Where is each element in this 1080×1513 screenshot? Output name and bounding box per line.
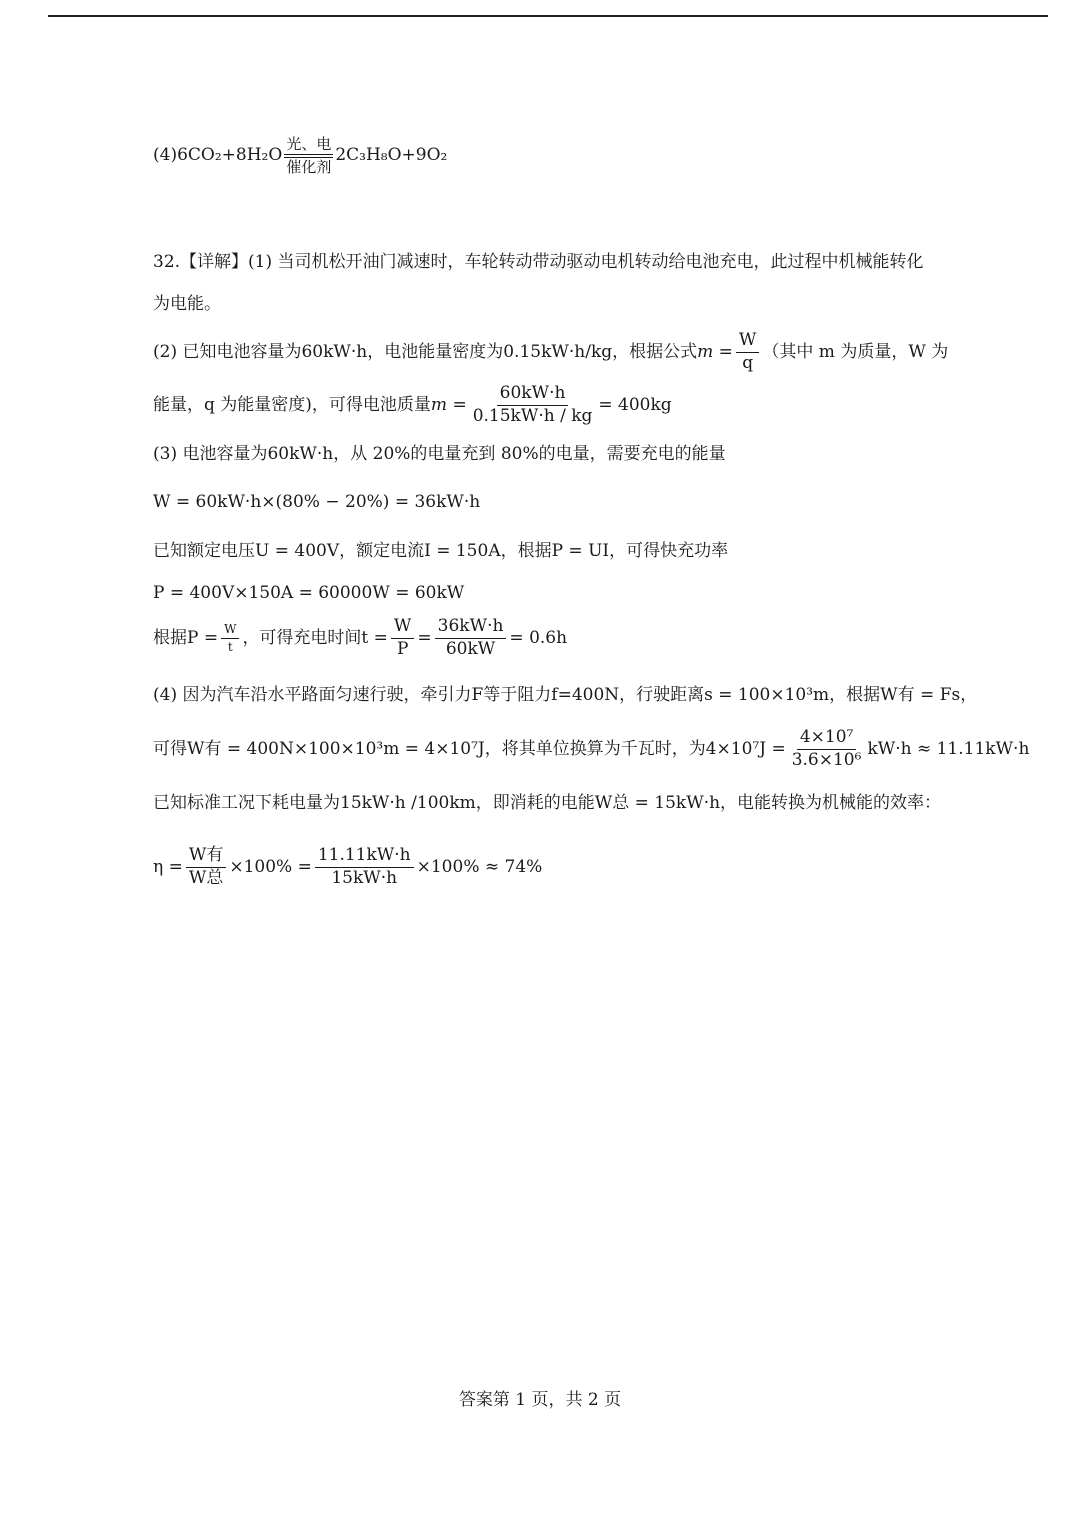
conversion-fraction: [789, 729, 865, 770]
efficiency-fraction-symbolic: [186, 847, 226, 888]
time-fraction: [391, 618, 414, 659]
part2-text: 能量，q 为能量密度)，可得电池质量: [153, 394, 431, 415]
fraction-denominator: 15kW·h: [331, 867, 398, 888]
part4-line-1: (4) 因为汽车沿水平路面匀速行驶，牵引力F等于阻力f=400N，行驶距离s = 100×10³m，根据W有 = Fs，: [153, 685, 978, 705]
work-text: 可得W有 = 400N×100×10³m = 4×10⁷J，将其单位换算为千瓦时，为4×10⁷J =: [153, 738, 786, 759]
eta-symbol: η =: [153, 856, 183, 877]
equals-sign: =: [417, 627, 432, 648]
fraction-numerator: 4×10⁷: [797, 729, 857, 750]
eq-label: (4): [153, 145, 178, 165]
part2-note: （其中 m 为质量，W 为: [762, 341, 949, 362]
time-text: ，可得充电时间t =: [242, 627, 388, 648]
top-rule: [48, 15, 1048, 17]
reaction-condition-below: 催化剂: [286, 157, 332, 176]
efficiency-formula: [153, 847, 542, 888]
time-result: = 0.6h: [509, 627, 568, 648]
chemical-equation: [153, 136, 447, 175]
q32-line-1: 32.【详解】(1) 当司机松开油门减速时，车轮转动带动驱动电机转动给电池充电，此过程中机械能转化: [153, 252, 924, 272]
time-value-fraction: [435, 618, 507, 659]
eq-products: 2C₃H₈O+9O₂: [335, 145, 448, 165]
reaction-arrow: [284, 136, 333, 175]
mass-result: = 400kg: [598, 394, 672, 415]
part4-line-2: [153, 729, 1029, 770]
part3-time-formula: [153, 618, 567, 659]
part4-line-3: 已知标准工况下耗电量为15kW·h /100km，即消耗的电能W总 = 15kW·h，电能转换为机械能的效率：: [153, 793, 942, 813]
fraction-numerator: 11.11kW·h: [315, 847, 414, 868]
power-relation: 根据P =: [153, 627, 219, 648]
eq-reactants: 6CO₂+8H₂O: [177, 145, 283, 165]
fraction-numerator: 60kW·h: [497, 385, 569, 406]
reaction-condition-above: 光、电: [286, 135, 332, 153]
part2-line-2: [153, 385, 672, 426]
mass-symbol: m =: [697, 341, 733, 362]
efficiency-result: ×100% ≈ 74%: [416, 856, 543, 877]
fraction-numerator: 36kW·h: [435, 618, 507, 639]
conversion-result: kW·h ≈ 11.11kW·h: [867, 738, 1030, 759]
fraction-denominator: q: [742, 352, 754, 373]
q32-line-2: 为电能。: [153, 294, 221, 314]
part3-energy-formula: W = 60kW·h×(80% − 20%) = 36kW·h: [153, 492, 481, 512]
part2-line-1: [153, 332, 948, 373]
fraction-denominator: W总: [188, 867, 224, 888]
formula-fraction: [736, 332, 759, 373]
part3-power-formula: P = 400V×150A = 60000W = 60kW: [153, 583, 465, 603]
fraction-denominator: t: [227, 639, 233, 654]
fraction-denominator: 60kW: [445, 638, 496, 659]
part3-line-3: 已知额定电压U = 400V，额定电流I = 150A，根据P = UI，可得快充功率: [153, 541, 729, 561]
times-percent: ×100% =: [229, 856, 312, 877]
power-fraction: [221, 623, 239, 653]
fraction-numerator: W: [221, 623, 239, 639]
part2-text: (2) 已知电池容量为60kW·h，电池能量密度为0.15kW·h/kg，根据公式: [153, 341, 698, 362]
part3-line-1: (3) 电池容量为60kW·h，从 20%的电量充到 80%的电量，需要充电的能量: [153, 444, 726, 464]
mass-symbol: m =: [430, 394, 467, 415]
fraction-denominator: 0.15kW·h / kg: [472, 405, 593, 426]
fraction-numerator: W: [736, 332, 759, 353]
fraction-numerator: W: [391, 618, 414, 639]
fraction-numerator: W有: [186, 847, 226, 868]
fraction-denominator: 3.6×10⁶: [791, 749, 862, 770]
fraction-denominator: P: [396, 638, 409, 659]
efficiency-fraction-numeric: [315, 847, 414, 888]
page-footer: 答案第 1 页，共 2 页: [458, 1390, 622, 1410]
mass-fraction: [470, 385, 596, 426]
